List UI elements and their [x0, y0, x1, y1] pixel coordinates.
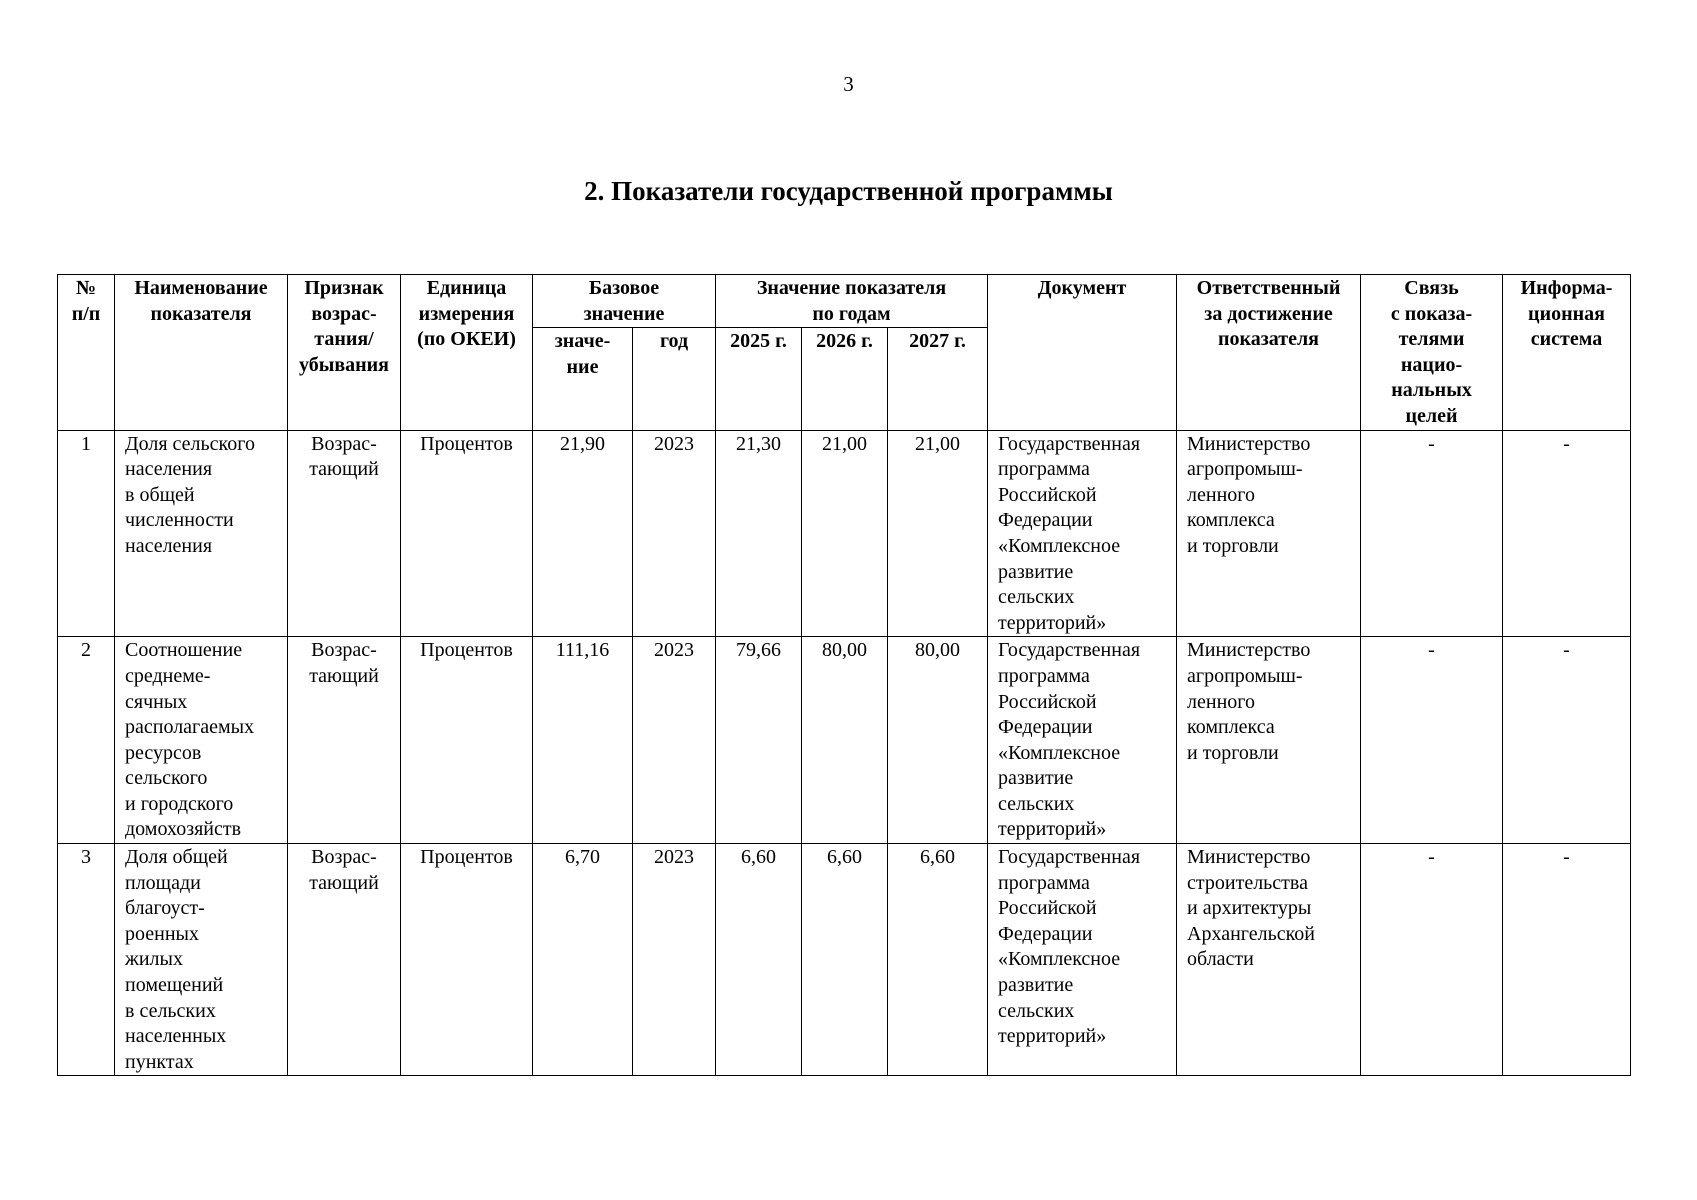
header-base-value: значе- ние	[533, 328, 633, 430]
header-base-year: год	[633, 328, 716, 430]
header-2025: 2025 г.	[716, 328, 802, 430]
row-base-value: 6,70	[533, 844, 633, 1076]
row-num: 2	[58, 637, 115, 844]
row-value-2027: 21,00	[888, 430, 988, 637]
header-name: Наименование показателя	[115, 275, 288, 431]
table-row	[58, 637, 1631, 844]
section-title: 2. Показатели государственной программы	[584, 176, 1113, 206]
row-base-value: 21,90	[533, 430, 633, 637]
table-row	[58, 430, 1631, 637]
row-name: Соотношение среднеме- сячных располагаемых ресурсов сельского и городского домохозяйств	[115, 637, 288, 844]
row-value-2025: 21,30	[716, 430, 802, 637]
header-info-system: Информа- ционная система	[1503, 275, 1631, 431]
header-unit: Единица измерения (по ОКЕИ)	[401, 275, 533, 431]
row-value-2026: 21,00	[802, 430, 888, 637]
row-base-year: 2023	[633, 430, 716, 637]
header-2027: 2027 г.	[888, 328, 988, 430]
row-unit: Процентов	[401, 430, 533, 637]
indicators-table	[57, 274, 1631, 1076]
header-by-years: Значение показателя по годам	[716, 275, 988, 328]
row-value-2026: 80,00	[802, 637, 888, 844]
row-base-value: 111,16	[533, 637, 633, 844]
row-num: 3	[58, 844, 115, 1076]
row-value-2025: 6,60	[716, 844, 802, 1076]
row-num: 1	[58, 430, 115, 637]
row-unit: Процентов	[401, 844, 533, 1076]
header-document: Документ	[988, 275, 1177, 431]
row-sign: Возрас- тающий	[288, 637, 401, 844]
row-link: -	[1361, 637, 1503, 844]
header-num: № п/п	[58, 275, 115, 431]
row-document: Государственная программа Российской Федерации «Комплексное развитие сельских территорий»	[988, 430, 1177, 637]
table-row	[58, 844, 1631, 1076]
row-value-2025: 79,66	[716, 637, 802, 844]
page-number: 3	[843, 72, 854, 96]
header-sign: Признак возрас- тания/ убывания	[288, 275, 401, 431]
header-2026: 2026 г.	[802, 328, 888, 430]
row-link: -	[1361, 430, 1503, 637]
header-row-1	[58, 275, 1631, 328]
row-unit: Процентов	[401, 637, 533, 844]
header-link: Связь с показа- телями нацио- нальных целей	[1361, 275, 1503, 431]
row-name: Доля сельского населения в общей численности населения	[115, 430, 288, 637]
header-responsible: Ответственный за достижение показателя	[1177, 275, 1361, 431]
row-value-2027: 6,60	[888, 844, 988, 1076]
row-link: -	[1361, 844, 1503, 1076]
row-document: Государственная программа Российской Федерации «Комплексное развитие сельских территорий»	[988, 637, 1177, 844]
row-info-system: -	[1503, 430, 1631, 637]
header-base: Базовое значение	[533, 275, 716, 328]
row-responsible: Министерство агропромыш- ленного комплекса и торговли	[1177, 430, 1361, 637]
row-base-year: 2023	[633, 844, 716, 1076]
row-value-2027: 80,00	[888, 637, 988, 844]
row-sign: Возрас- тающий	[288, 430, 401, 637]
row-responsible: Министерство агропромыш- ленного комплекса и торговли	[1177, 637, 1361, 844]
row-base-year: 2023	[633, 637, 716, 844]
row-name: Доля общей площади благоуст- роенных жилых помещений в сельских населенных пунктах	[115, 844, 288, 1076]
row-sign: Возрас- тающий	[288, 844, 401, 1076]
row-value-2026: 6,60	[802, 844, 888, 1076]
row-info-system: -	[1503, 637, 1631, 844]
row-document: Государственная программа Российской Федерации «Комплексное развитие сельских территорий»	[988, 844, 1177, 1076]
row-info-system: -	[1503, 844, 1631, 1076]
row-responsible: Министерство строительства и архитектуры Архангельской области	[1177, 844, 1361, 1076]
